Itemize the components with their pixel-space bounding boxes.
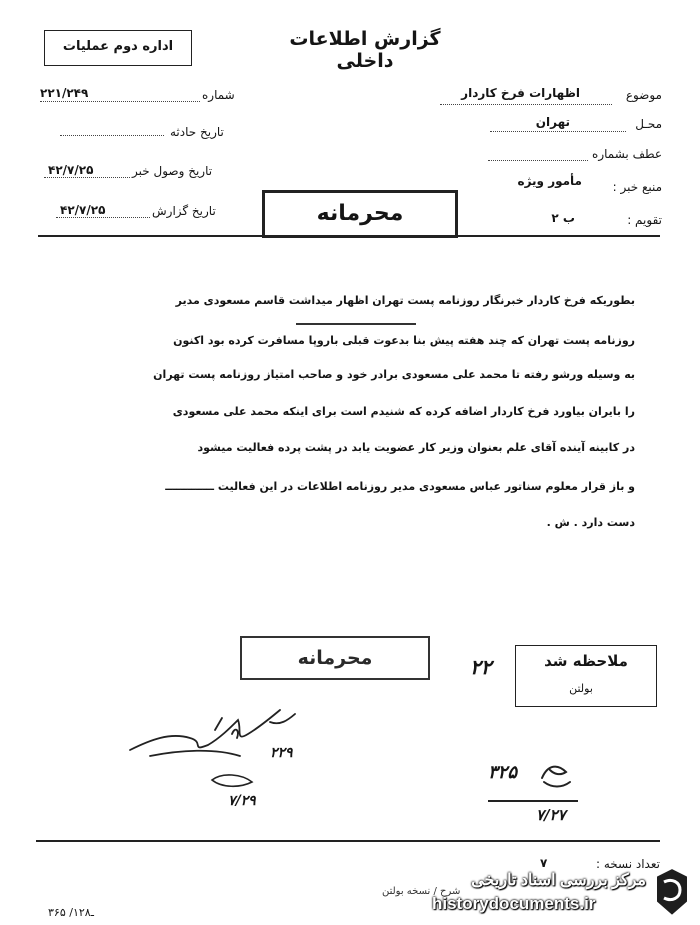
signature-date: ۷/۲۹ bbox=[228, 793, 256, 809]
confidential-stamp-repeat: محرمانه bbox=[240, 636, 430, 680]
watermark-text-fa: مرکز بررسی اسناد تاریخی bbox=[471, 872, 646, 889]
body-line-4: را بایران بیاورد فرخ کاردار اضافه کرده که شنیدم است برای اینکه محمد علی مسعودی bbox=[172, 405, 635, 418]
footer-separator bbox=[36, 840, 660, 842]
source-value: مأمور ویژه bbox=[517, 174, 582, 188]
watermark bbox=[430, 860, 700, 925]
page-title: گزارش اطلاعات داخلی bbox=[289, 28, 441, 72]
received-date-label: تاریخ وصول خبر bbox=[132, 164, 213, 178]
seen-stamp-sub: بولتن bbox=[569, 682, 593, 695]
body-line-2: روزنامه پست تهران که چند هفته پیش بنا بدعوت قبلی باروپا مسافرت کرده بود اکنون bbox=[173, 334, 635, 347]
subject-label: موضوع bbox=[625, 88, 662, 102]
signature-note: ۲۲۹ bbox=[270, 745, 293, 761]
body-line-7: دست دارد . ش . bbox=[546, 516, 635, 529]
report-date-label: تاریخ گزارش bbox=[152, 204, 216, 218]
archive-underline bbox=[488, 800, 578, 802]
header-separator bbox=[38, 235, 660, 237]
underline-mark bbox=[296, 323, 416, 325]
copies-value: ۷ bbox=[540, 856, 548, 870]
place-value: تهران bbox=[535, 115, 570, 129]
seen-stamp-title: ملاحظه شد bbox=[544, 652, 628, 670]
rating-label: تقویم : bbox=[627, 213, 662, 227]
subject-dotline bbox=[440, 104, 612, 105]
body-line-1: بطوریکه فرخ کاردار خبرنگار روزنامه پست تهران اظهار میداشت قاسم مسعودی مدیر bbox=[175, 294, 635, 307]
event-date-label: تاریخ حادثه bbox=[170, 125, 224, 139]
ref-label: عطف بشماره bbox=[592, 147, 662, 161]
ref-dotline bbox=[488, 160, 588, 161]
archive-logo-icon bbox=[650, 866, 694, 918]
place-label: محـل bbox=[635, 117, 662, 131]
confidential-stamp: محرمانه bbox=[262, 190, 458, 238]
archive-mark-icon bbox=[536, 758, 576, 792]
distribution-note: شرح / نسخه بولتن bbox=[382, 886, 461, 897]
archive-date: ۷/۲۷ bbox=[536, 806, 566, 824]
number-label: شماره bbox=[202, 88, 235, 102]
handwritten-number: ۲۲ bbox=[470, 655, 492, 679]
subject-value: اظهارات فرخ کاردار bbox=[461, 86, 580, 100]
body-line-5: در کابینه آینده آقای علم بعنوان وزیر کار عضویت یابد در پشت پرده فعالیت میشود bbox=[197, 441, 635, 454]
body-line-3: به وسیله ورشو رفته تا محمد علی مسعودی برادر خود و صاحب امتیاز روزنامه پست تهران bbox=[153, 368, 635, 381]
seen-stamp bbox=[515, 645, 657, 707]
rating-value: ب ۲ bbox=[551, 211, 575, 225]
place-dotline bbox=[490, 131, 626, 132]
event-date-dotline bbox=[60, 135, 164, 136]
received-date-dotline bbox=[44, 177, 130, 178]
report-date-dotline bbox=[56, 217, 150, 218]
copies-label: تعداد نسخه : bbox=[595, 857, 660, 871]
archive-number: ۳۲۵ bbox=[488, 762, 518, 783]
number-value: ۲۲۱/۲۴۹ bbox=[40, 86, 89, 100]
footer-code: ۳۶ـ۱۲۸/ ۵ bbox=[48, 906, 94, 919]
watermark-text-en: historydocuments.ir bbox=[432, 894, 596, 913]
report-date-value: ۴۲/۷/۲۵ bbox=[60, 203, 106, 217]
department-box: اداره دوم عملیات bbox=[44, 30, 192, 66]
source-label: منبع خبر : bbox=[612, 180, 662, 194]
body-line-6: و باز قرار معلوم سناتور عباس مسعودی مدیر روزنامه اطلاعات در این فعالیت ـــــــــــــ bbox=[165, 480, 635, 493]
number-dotline bbox=[40, 101, 200, 102]
received-date-value: ۴۲/۷/۲۵ bbox=[48, 163, 94, 177]
